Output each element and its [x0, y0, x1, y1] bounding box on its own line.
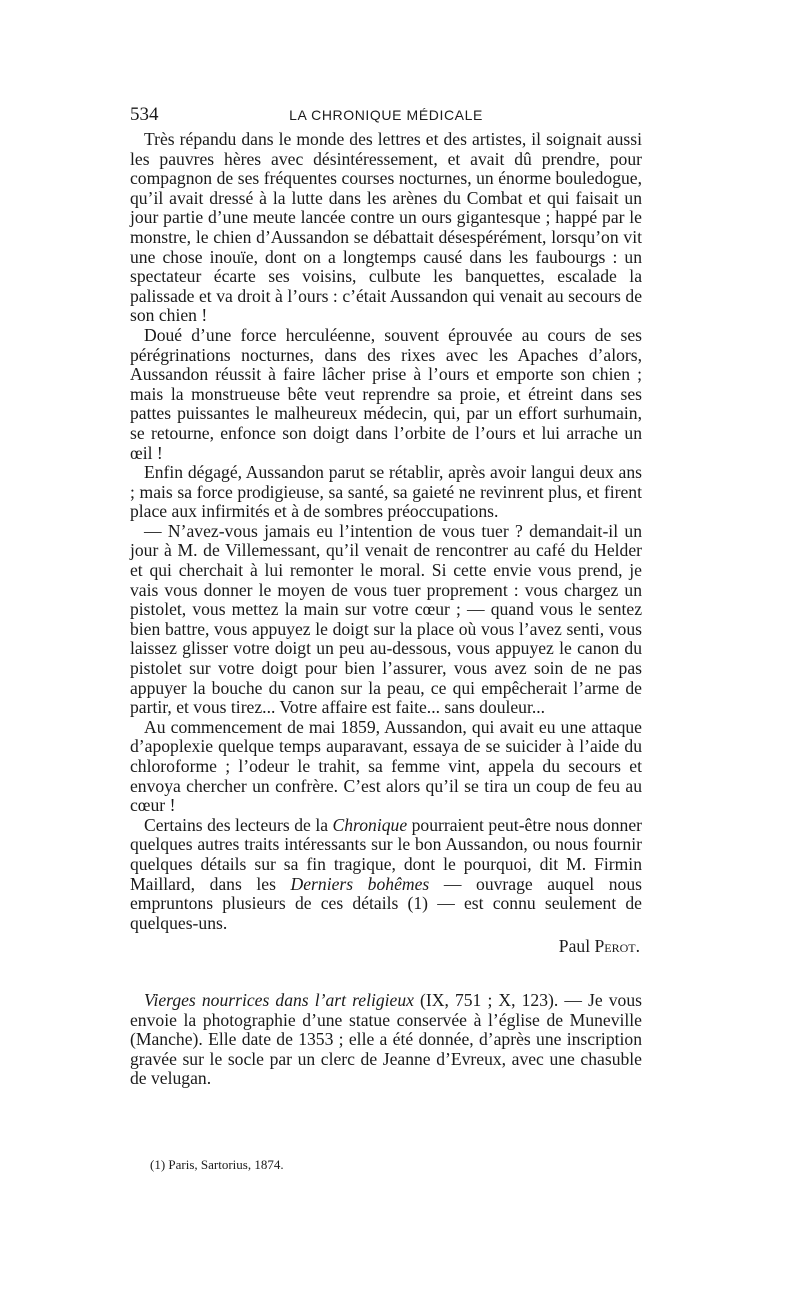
section-gap — [130, 957, 642, 991]
signature-last-name: Perot. — [594, 936, 640, 957]
query-title: Vierges nourrices dans l’art religieux — [144, 989, 414, 1010]
article-body — [130, 130, 642, 1089]
page-header — [130, 104, 642, 128]
footnote: (1) Paris, Sartorius, 1874. — [150, 1157, 284, 1172]
query-paragraph — [130, 991, 642, 1089]
book-title: Derniers bohêmes — [290, 873, 430, 894]
paragraph-6-part-c: — ouvrage auquel nous empruntons plusieurs de ces détails (1) — est connu seulement de quelques-uns. — [130, 873, 642, 933]
author-signature — [130, 937, 642, 957]
query-text: (IX, 751 ; X, 123). — Je vous envoie la photographie d’une statue conservée à l’église de Muneville (Manche). Elle date de 1353 ; elle a été donnée, d’après une inscription gravée sur le socle par un clerc de Jeanne d’Evreux, avec une chasuble de velugan. — [130, 989, 642, 1089]
paragraph-6 — [130, 816, 642, 934]
paragraph-1: Très répandu dans le monde des lettres et des artistes, il soignait aussi les pauvres hères avec désintéressement, et avait dû prendre, pour compagnon de ses fréquentes courses nocturnes, un énorme bouledogue, qu’il avait dressé à la lutte dans les arènes du Combat et qui faisait un jour partie d’une meute lancée contre un ours gigantesque ; happé par le monstre, le chien d’Aussandon se débattait désespérément, lorsqu’on vit une chose inouïe, dont on a longtemps causé dans les faubourgs : un spectateur écarte ses voisins, culbute les banquettes, escalade la palissade et va droit à l’ours : c’était Aussandon qui venait au secours de son chien ! — [130, 129, 642, 326]
page-number: 534 — [130, 104, 159, 125]
paragraph-6-part-a: Certains des lecteurs de la — [144, 814, 333, 835]
signature-first-name: Paul — [558, 936, 591, 957]
running-head: LA CHRONIQUE MÉDICALE — [289, 107, 483, 123]
chronique-title: Chronique — [332, 814, 408, 835]
paragraph-4: — N’avez-vous jamais eu l’intention de vous tuer ? demandait-il un jour à M. de Villemessant, qu’il venait de rencontrer au café du Helder et qui cherchait à lui remonter le moral. Si cette envie vous prend, je vais vous donner le moyen de vous tuer proprement : vous chargez un pistolet, vous mettez la main sur votre cœur ; — quand vous le sentez bien battre, vous appuyez le doigt sur la place où vous l’avez senti, vous laissez glisser votre doigt un peu au-dessous, vous appuyez le canon du pistolet sur votre doigt pour bien l’assurer, vous avez soin de ne pas appuyer la bouche du canon sur la peau, ce qui empêcherait l’arme de partir, et vous tirez... Votre affaire est faite... sans douleur... — [130, 520, 642, 718]
paragraph-6-part-b: pourraient peut-être nous donner quelques autres traits intéressants sur le bon Aussandon, ou nous fournir quelques détails sur sa fin tragique, dont le pourquoi, dit M. Firmin Maillard, dans les — [130, 814, 642, 894]
paragraph-5: Au commencement de mai 1859, Aussandon, qui avait eu une attaque d’apoplexie quelque temps auparavant, essaya de se suicider à l’aide du chloroforme ; l’odeur le trahit, sa femme vint, appela du secours et envoya chercher un confrère. C’est alors qu’il se tira un coup de feu au cœur ! — [130, 716, 642, 816]
paragraph-2: Doué d’une force herculéenne, souvent éprouvée au cours de ses pérégrinations nocturnes, dans des rixes avec les Apaches d’alors, Aussandon réussit à faire lâcher prise à l’ours et emporte son chien ; mais la monstrueuse bête veut reprendre sa proie, et étreint dans ses pattes puissantes le malheureux médecin, qui, par un effort surhumain, se retourne, enfonce son doigt dans l’orbite de l’ours et lui arrache un œil ! — [130, 324, 642, 463]
paragraph-3: Enfin dégagé, Aussandon parut se rétablir, après avoir langui deux ans ; mais sa force prodigieuse, sa santé, sa gaieté ne revinrent plus, et firent place aux infirmités et à de sombres préoccupations. — [130, 462, 642, 522]
